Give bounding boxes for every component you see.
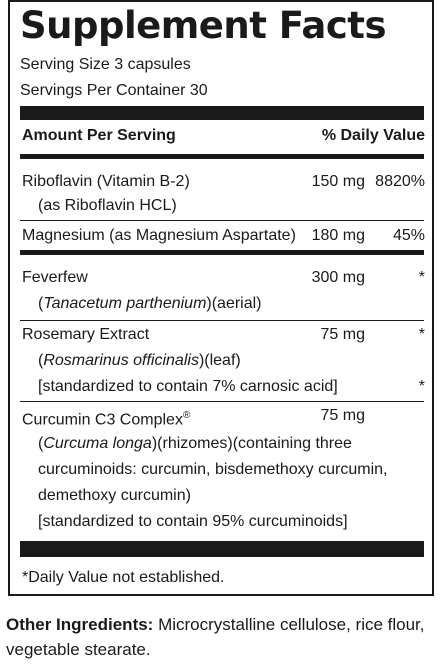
rosemary-standardization-dv: *	[418, 378, 425, 395]
row-divider	[20, 220, 424, 221]
riboflavin-amount: 150 mg	[311, 173, 365, 190]
curcumin-latin-line: (Curcuma longa)(rhizomes)(containing three	[38, 435, 352, 452]
rosemary-latin-name: Rosmarinus officinalis	[43, 352, 199, 369]
rosemary-standardization: [standardized to contain 7% carnosic acid]	[38, 378, 338, 395]
magnesium-dv: 45%	[392, 227, 425, 244]
supplement-facts-panel	[8, 0, 434, 596]
riboflavin-source: (as Riboflavin HCL)	[38, 197, 177, 214]
serving-size: Serving Size 3 capsules	[20, 56, 191, 73]
feverfew-amount: 300 mg	[311, 269, 365, 286]
other-ingredients-label: Other Ingredients:	[6, 615, 154, 634]
row-divider	[20, 401, 424, 402]
medium-divider	[20, 250, 424, 255]
magnesium-name: Magnesium (as Magnesium Aspartate)	[22, 227, 296, 244]
other-ingredients-text: Microcrystalline cellulose, rice flour, vegetable stearate.	[6, 615, 425, 659]
feverfew-latin-line: (Tanacetum parthenium)(aerial)	[38, 295, 262, 312]
curcumin-standardization: [standardized to contain 95% curcuminoids]	[38, 513, 348, 530]
row-divider	[20, 320, 424, 321]
rosemary-dv: *	[418, 326, 425, 343]
riboflavin-name: Riboflavin (Vitamin B-2)	[22, 173, 190, 190]
rosemary-latin-line: (Rosmarinus officinalis)(leaf)	[38, 352, 241, 369]
curcumin-latin-name: Curcuma longa	[43, 435, 152, 452]
other-ingredients	[6, 612, 436, 662]
rosemary-amount: 75 mg	[320, 326, 365, 343]
panel-title: Supplement Facts	[20, 4, 387, 47]
feverfew-latin-name: Tanacetum parthenium	[43, 295, 207, 312]
amount-per-serving-header: Amount Per Serving	[22, 127, 176, 144]
thick-divider-top	[20, 106, 424, 120]
thick-divider-bottom	[20, 541, 424, 557]
curcumin-description-line: demethoxy curcumin)	[38, 487, 191, 504]
curcumin-amount: 75 mg	[320, 407, 365, 424]
feverfew-dv: *	[418, 269, 425, 286]
registered-mark: ®	[182, 410, 191, 421]
daily-value-header: % Daily Value	[321, 127, 425, 144]
riboflavin-dv: 8820%	[375, 173, 425, 190]
magnesium-amount: 180 mg	[311, 227, 365, 244]
curcumin-description-line: curcuminoids: curcumin, bisdemethoxy curcumin,	[38, 461, 388, 478]
servings-per-container: Servings Per Container 30	[20, 82, 208, 99]
footnote: *Daily Value not established.	[22, 569, 225, 586]
curcumin-name: Curcumin C3 Complex®	[22, 410, 191, 429]
medium-divider	[20, 154, 424, 159]
feverfew-name: Feverfew	[22, 269, 88, 286]
rosemary-name: Rosemary Extract	[22, 326, 150, 343]
